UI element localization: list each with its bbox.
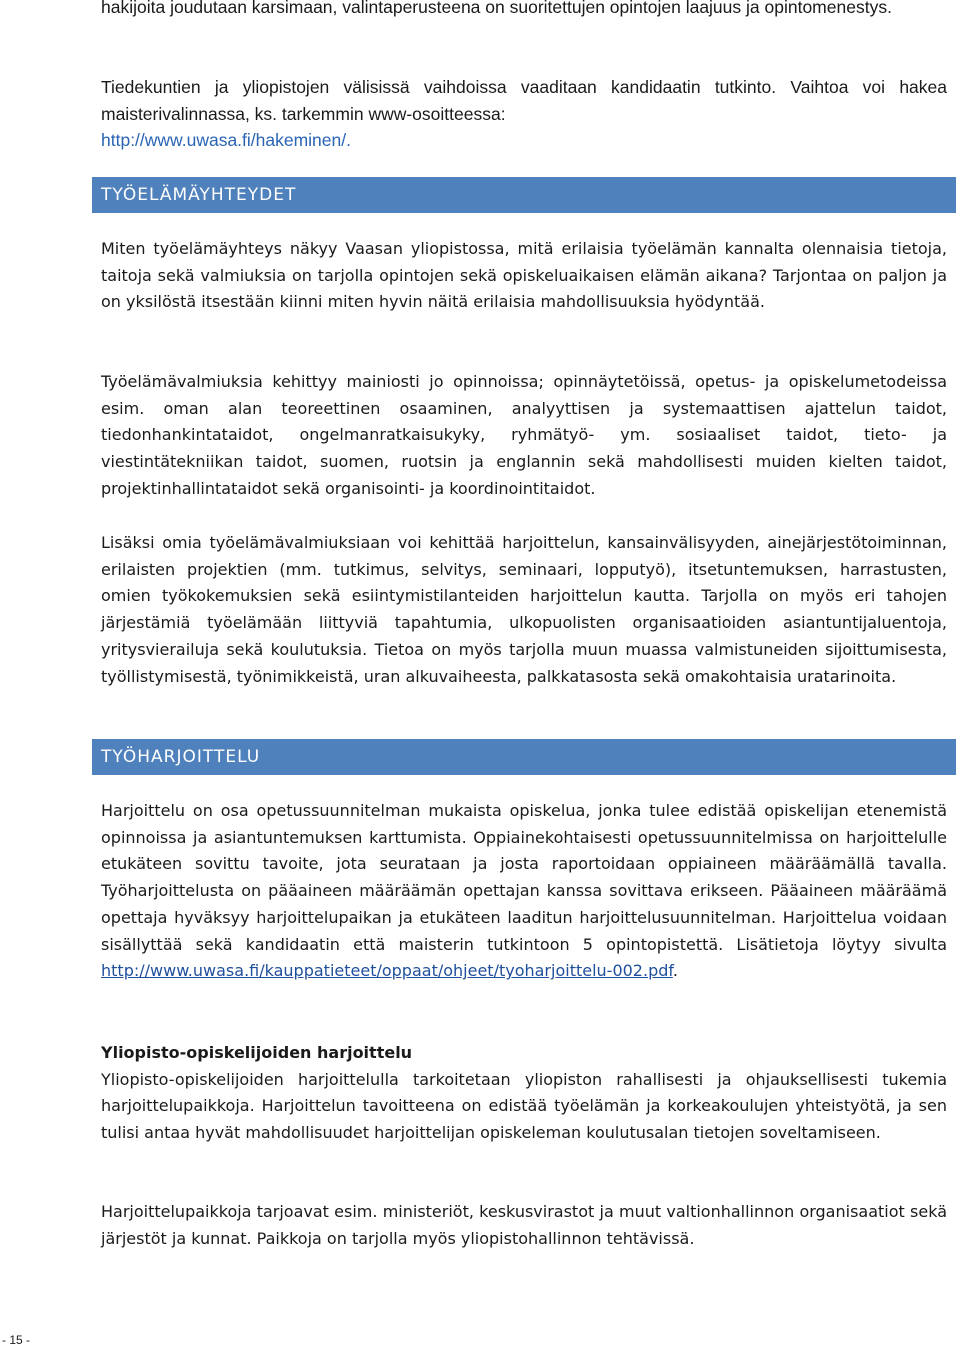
harjoittelu-paragraph-3: Harjoittelupaikkoja tarjoavat esim. ministeriöt, keskusvirastot ja muut valtionhallinnon organisaatiot sekä järjestöt ja kunnat. Paikkoja on tarjolla myös yliopistohallinnon tehtävissä. xyxy=(101,1202,947,1248)
tyoelama-paragraph-3: Lisäksi omia työelämävalmiuksiaan voi kehittää harjoittelun, kansainvälisyyden, ainejärjestötoiminnan, erilaisten projektien (mm. tutkimus, selvitys, seminaari, lopputyö), itsetuntemuksen, harrastusten, omien työkokemuksien sekä esiintymistilanteiden harjoittelun kautta. Tarjolla on myös eri tahojen järjestämiä työelämään liittyviä tapahtumia, ulkopuolisten organisaatioiden asiantuntijaluentoja, yritysvierailuja sekä koulutuksia. Tietoa on myös tarjolla muun muassa valmistuneiden sijoittumisesta, työllistymisestä, työnimikkeistä, uran alkuvaiheesta, palkkatasosta sekä omakohtaisia uratarinoita. xyxy=(101,533,947,686)
harjoittelu-text: Harjoittelu on osa opetussuunnitelman mukaista opiskelua, jonka tulee edistää opiskelijan etenemistä opinnoissa ja asiantuntemuksen karttumista. Oppiainekohtaisesti opetussuunnitelmissa on harjoittelulle etukäteen sovittu tavoite, jota seurataan ja josta raportoidaan oppiaineen määräämällä tavalla. Työharjoittelusta on pääaineen määräämän opettajan kanssa sovittava erikseen. Pääaineen määräämä opettaja hyväksyy harjoittelupaikan ja etukäteen laaditun harjoittelusuunnitelman. Harjoittelua voidaan sisällyttää sekä kandidaatin että maisterin tutkintoon 5 opintopistettä. Lisätietoja löytyy sivulta xyxy=(101,801,947,954)
tyoelama-paragraph-1: Miten työelämäyhteys näkyy Vaasan yliopistossa, mitä erilaisia työelämän kannalta olennaisia tietoja, taitoja sekä valmiuksia on tarjolla opintojen sekä opiskeluaikaisen elämän aikana? Tarjontaa on paljon ja on yksilöstä itsestään kiinni miten hyvin näitä erilaisia mahdollisuuksia hyödyntää. xyxy=(101,239,947,312)
section-heading-tyoharjoittelu: TYÖHARJOITTELU xyxy=(92,739,956,775)
harjoittelu-pdf-link[interactable]: http://www.uwasa.fi/kauppatieteet/oppaat/ohjeet/tyoharjoittelu-002.pdf xyxy=(101,961,673,981)
harjoittelu-paragraph-1-wrap xyxy=(101,798,947,985)
page-number: - 15 - xyxy=(2,1333,31,1347)
harjoittelu-period: . xyxy=(672,961,678,981)
harjoittelu-subsection xyxy=(101,1040,947,1147)
harjoittelu-paragraph-2: Yliopisto-opiskelijoiden harjoittelulla tarkoitetaan yliopiston rahallisesti ja ohjauksellisesti tukemia harjoittelupaikkoja. Harjoittelun tavoitteena on edistää työelämän ja korkeakoulujen yhteistyötä, ja sen tulisi antaa hyvät mahdollisuudet harjoittelijan opiskeleman koulutusalan tietojen soveltamiseen. xyxy=(101,1069,947,1143)
harjoittelu-paragraph-1 xyxy=(101,798,947,985)
tyoelama-paragraph-1-wrap xyxy=(101,236,947,316)
hakeminen-link[interactable]: http://www.uwasa.fi/hakeminen/. xyxy=(101,130,351,151)
subheading-yliopisto-harjoittelu: Yliopisto-opiskelijoiden harjoittelu xyxy=(101,1043,413,1062)
tyoelama-paragraph-2: Työelämävalmiuksia kehittyy mainiosti jo opinnoissa; opinnäytetöissä, opetus- ja opiskelumetodeissa esim. oman alan teoreettinen osaaminen, analyyttisen ja systemaattisen ajattelun taidot, tiedonhankintataidot, ongelmanratkaisukyky, ryhmätyö- ym. sosiaaliset taidot, tieto- ja viestintätekniikan taidot, suomen, ruotsin ja englannin sekä mahdollisesti muiden kielten taidot, projektinhallintataidot sekä organisointi- ja koordinointitaidot. xyxy=(101,372,947,498)
tyoelama-paragraph-3-wrap xyxy=(101,530,947,690)
harjoittelu-paragraph-3-wrap xyxy=(101,1199,947,1252)
paragraph-admission: hakijoita joudutaan karsimaan, valintaperusteena on suoritettujen opintojen laajuus ja opintomenestys. xyxy=(101,0,892,17)
paragraph-exchange xyxy=(101,74,947,154)
tyoelama-paragraph-2-wrap xyxy=(101,369,947,503)
exchange-text: Tiedekuntien ja yliopistojen välisissä vaihdoissa vaaditaan kandidaatin tutkinto. Vaihtoa voi hakea maisterivalinnassa, ks. tarkemmin www-osoitteessa: xyxy=(101,77,947,124)
section-heading-tyoelamayhteydet: TYÖELÄMÄYHTEYDET xyxy=(92,177,956,213)
